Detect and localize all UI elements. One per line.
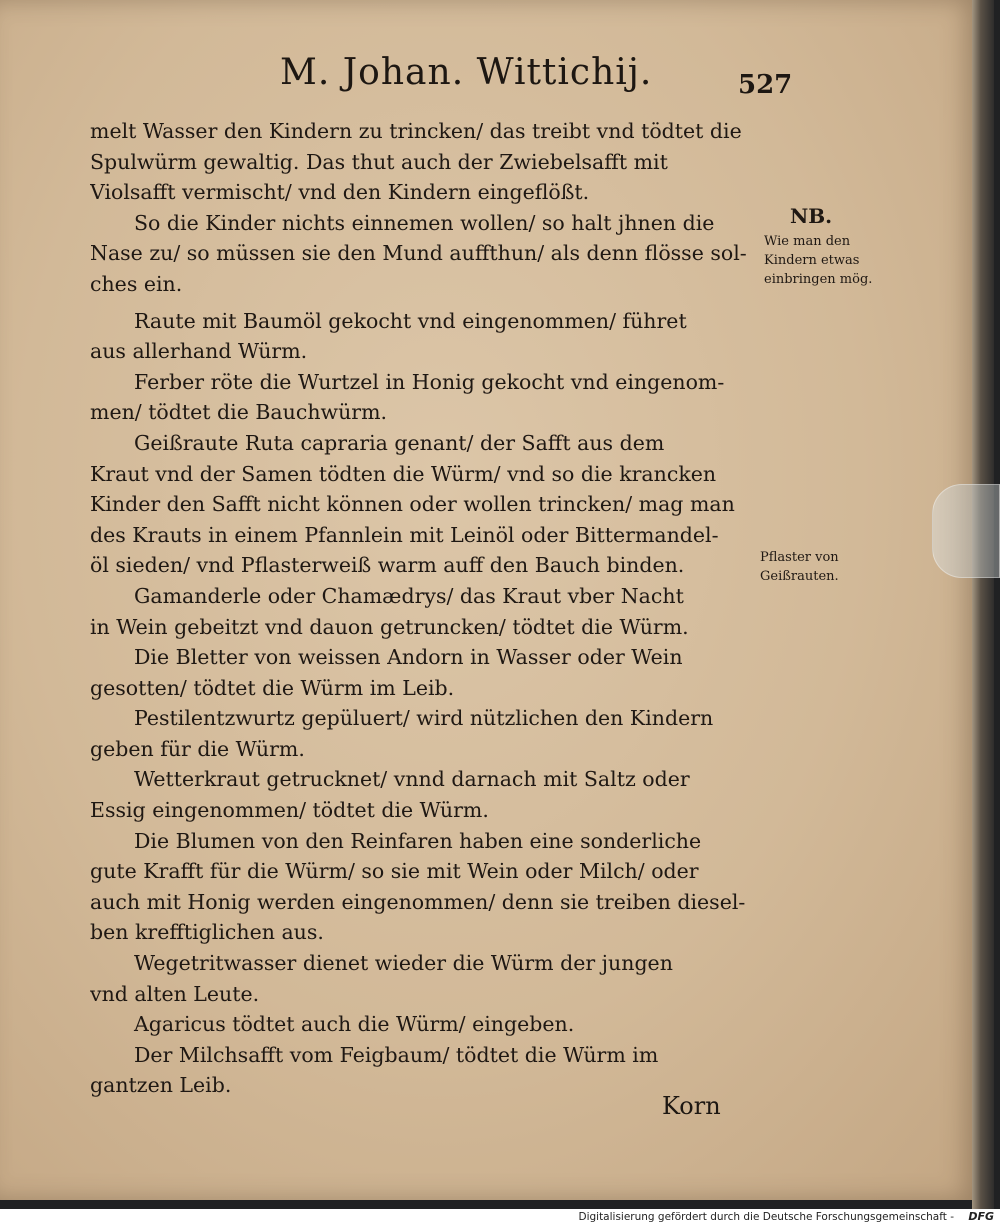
text-line: Essig eingenommen/ tödtet die Würm.	[90, 798, 489, 823]
text-line: vnd alten Leute.	[90, 981, 260, 1006]
text-line: in Wein gebeitzt vnd dauon getruncken/ tödtet die Würm.	[90, 614, 689, 639]
text-line: Kinder den Safft nicht können oder wollen trincken/ mag man	[90, 492, 735, 517]
text-line: gesotten/ tödtet die Würm im Leib.	[90, 675, 455, 700]
text-line: Pestilentzwurtz gepüluert/ wird nützlichen den Kindern	[134, 706, 714, 731]
text-line: Gamanderle oder Chamædrys/ das Kraut vber Nacht	[134, 583, 684, 608]
text-line: men/ tödtet die Bauchwürm.	[90, 400, 388, 425]
margin-note-feeding-children	[764, 232, 872, 289]
margin-note-line: Wie man den	[764, 234, 851, 249]
text-line: ben krefftiglichen aus.	[90, 920, 324, 945]
margin-note-line: Geißrauten.	[760, 569, 839, 584]
text-line: öl sieden/ vnd Pflasterweiß warm auff den Bauch binden.	[90, 553, 685, 578]
running-title: M. Johan. Wittichij.	[280, 52, 653, 93]
body-text	[90, 116, 762, 1101]
text-line: Agaricus tödtet auch die Würm/ eingeben.	[134, 1012, 575, 1037]
margin-note-plaster	[760, 548, 839, 586]
text-line: Ferber röte die Wurtzel in Honig gekocht vnd eingenom-	[134, 369, 725, 394]
page-number: 527	[738, 70, 793, 100]
margin-note-nb: NB.	[790, 204, 833, 228]
text-line: melt Wasser den Kindern zu trincken/ das treibt vnd tödtet die	[90, 119, 742, 143]
text-line: So die Kinder nichts einnemen wollen/ so halt jhnen die	[134, 210, 715, 235]
text-line: geben für die Würm.	[90, 736, 305, 761]
text-line: gute Krafft für die Würm/ so sie mit Wein oder Milch/ oder	[90, 859, 699, 884]
text-line: Die Blumen von den Reinfaren haben eine sonderliche	[134, 828, 702, 853]
text-line: aus allerhand Würm.	[90, 339, 308, 364]
text-line: Nase zu/ so müssen sie den Mund auffthun/ als denn flösse sol-	[90, 241, 747, 266]
margin-note-line: Pflaster von	[760, 550, 839, 565]
text-line: Die Bletter von weissen Andorn in Wasser oder Wein	[134, 645, 683, 670]
text-line: Wegetritwasser dienet wieder die Würm der jungen	[134, 951, 673, 976]
text-line: gantzen Leib.	[90, 1073, 232, 1098]
text-line: des Krauts in einem Pfannlein mit Leinöl oder Bittermandel-	[90, 522, 719, 547]
text-line: Geißraute Ruta capraria genant/ der Safft aus dem	[134, 430, 665, 455]
book-fore-edge	[972, 0, 994, 1210]
text-line: Raute mit Baumöl gekocht vnd eingenommen/ führet	[134, 308, 687, 333]
margin-note-line: einbringen mög.	[764, 272, 873, 287]
catchword: Korn	[662, 1092, 721, 1120]
text-line: Violsafft vermischt/ vnd den Kindern eingeflößt.	[90, 180, 590, 205]
dfg-logo: DFG	[968, 1210, 994, 1223]
text-line: Kraut vnd der Samen tödten die Würm/ vnd so die krancken	[90, 461, 717, 486]
text-line: ches ein.	[90, 271, 183, 296]
page-clip	[932, 484, 1000, 578]
text-line: Der Milchsafft vom Feigbaum/ tödtet die Würm im	[134, 1042, 659, 1067]
text-line: Spulwürm gewaltig. Das thut auch der Zwiebelsafft mit	[90, 149, 668, 174]
digitization-credit: Digitalisierung gefördert durch die Deutsche Forschungsgemeinschaft -	[578, 1211, 954, 1223]
text-line: Wetterkraut getrucknet/ vnnd darnach mit Saltz oder	[134, 767, 690, 792]
text-line: auch mit Honig werden eingenommen/ denn sie treiben diesel-	[90, 889, 746, 914]
margin-note-line: Kindern etwas	[764, 253, 860, 268]
